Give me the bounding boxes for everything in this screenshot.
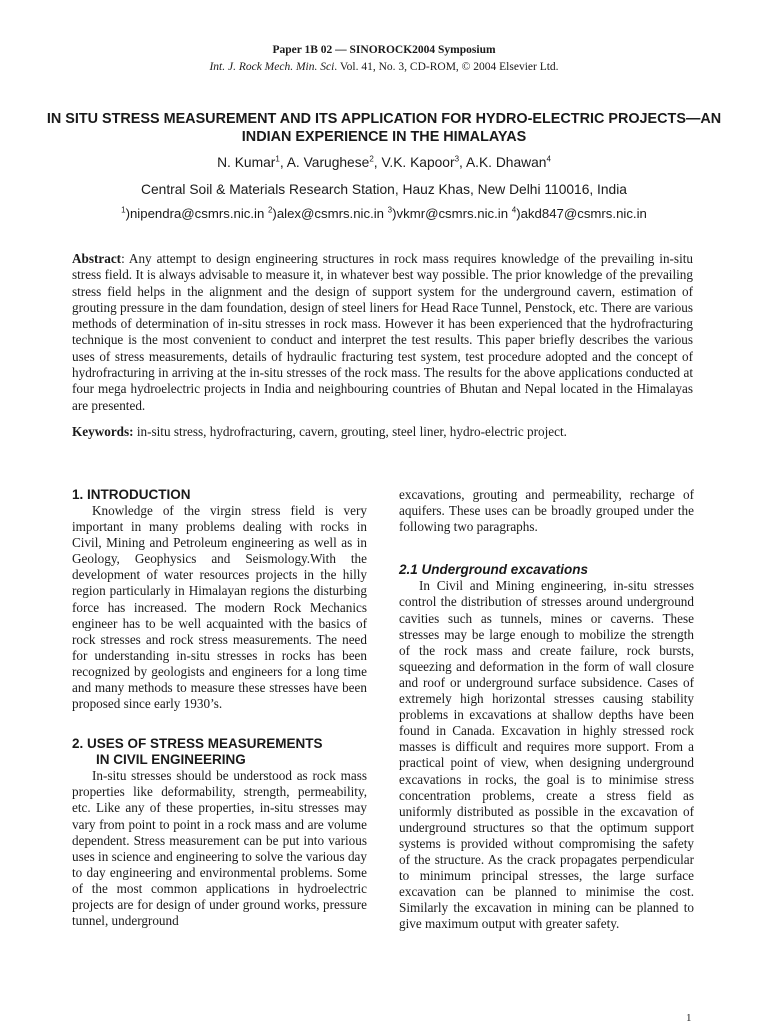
author-name: A. Varughese (286, 155, 370, 170)
abstract-label: Abstract (72, 251, 122, 266)
email-superscript: 2 (267, 205, 273, 215)
email-list (0, 206, 768, 221)
citation-details: . Vol. 41, No. 3, CD-ROM, © 2004 Elsevier Ltd. (334, 61, 559, 73)
email-superscript: 1 (121, 205, 126, 215)
abstract (72, 251, 693, 414)
journal-citation (0, 61, 768, 73)
keywords-label: Keywords: (72, 424, 134, 439)
email-superscript: 3 (387, 205, 393, 215)
abstract-text: : Any attempt to design engineering structures in rock mass requires knowledge of the prevailing in-situ stress field. It is always advisable to measure it, in whatever best way possible. The prior knowledge of the prevailing stress field helps in the alignment and the design of support system for the underground cavern, estimation of grouting pressure in the dam foundation, design of steel liners for Head Race Tunnel, Penstock, etc. There are various methods of determination of in-situ stresses in rock mass. However it has been experienced that the hydrofracturing technique is the most convenient to conduct and interpret the test results. This paper briefly describes the various uses of stress measurements, details of hydraulic fracturing test system, test procedure adopted and the concept of hydrofracturing in arriving at the in-situ stresses of the rock mass. The results for the above applications conducted at four mega hydroelectric projects in India and neighbouring countries of Bhutan and Nepal located in the Himalayas are presented. (72, 251, 693, 413)
right-column (399, 487, 694, 932)
author-list: N. Kumar$^1$, A. Varughese$^2$, V.K. Kapoor$^3$, A.K. Dhawan$^4$ (217, 154, 551, 170)
author-superscript: 2 (369, 154, 374, 164)
email-superscript: 4 (511, 205, 517, 215)
subsection-heading-underground: 2.1 Underground excavations (399, 562, 589, 578)
keywords-text: in-situ stress, hydrofracturing, cavern, grouting, steel liner, hydro-electric project. (133, 424, 567, 439)
section-heading-uses-line2: IN CIVIL ENGINEERING (96, 752, 246, 768)
page-number: 1 (686, 1012, 692, 1024)
underground-paragraph: In Civil and Mining engineering, in-situ stresses control the distribution of stresses around underground cavities such as tunnels, mines or caverns. These stresses may be large enough to mobilize the strength of the rock mass and create failure, rock bursts, squeezing and deformation in the form of wall closure and roof or underground surface subsidence. Cases of extremely high horizontal stresses causing stability problems in excavations at shallow depths have been found in Canada. Excavation in highly stressed rock masses is difficult and requires more support. From a practical point of view, when designing underground excavations in rocks, the goal is to minimise stress concentration problems, create a stress field as uniformly distributed as possible in the excavation of underground structures so that the optimum support systems is provided without compromising the safety of the structure. As the crack propagates perpendicular to minimum principal stresses, the large surface excavation can be planned to minimise the cost. Similarly the excavation in mining can be planned to give maximum output with greater safety. (399, 578, 694, 932)
introduction-paragraph: Knowledge of the virgin stress field is very important in many problems dealing with rocks in Civil, Mining and Petroleum engineering as well as in Geology, Geophysics and Seismology.With the development of water resources projects in the hilly region particularly in Himalayan regions the disturbing force has increased. The modern Rock Mechanics engineer has to be well acquainted with the basics of rock stresses and rock stress measurements. The need for understanding in-situ stresses in rocks has been recognized by geologists and engineers for a long time and many methods to measure these stresses have been proposed since early 1930’s. (72, 503, 367, 712)
email-address: )akd847@csmrs.nic.in (516, 206, 647, 221)
uses-paragraph: In-situ stresses should be understood as rock mass properties like deformability, strength, permeability, etc. Like any of these properties, in-situ stresses may vary from point to point in a rock mass and are volume dependent. Stress measurement can be put into various uses in science and engineering to solve the various day to day engineering and environmental problems. Some of the most common applications in hydroelectric projects are for design of under ground works, pressure tunnel, underground (72, 768, 367, 929)
section-heading-introduction: 1. INTRODUCTION (72, 487, 191, 502)
email-address: )vkmr@csmrs.nic.in (392, 206, 512, 221)
affiliation: Central Soil & Materials Research Station, Hauz Khas, New Delhi 110016, India (141, 182, 627, 197)
left-column (72, 487, 367, 929)
author-name: A.K. Dhawan (465, 155, 547, 170)
keywords (72, 424, 693, 440)
author-superscript: 4 (546, 154, 551, 164)
journal-name: Int. J. Rock Mech. Min. Sci (209, 61, 335, 73)
paper-title: IN SITU STRESS MEASUREMENT AND ITS APPLICATION FOR HYDRO-ELECTRIC PROJECTS—AN INDIAN EXPERIENCE IN THE HIMALAYAS (46, 111, 722, 145)
section-heading-uses-line1: 2. USES OF STRESS MEASUREMENTS (72, 736, 323, 752)
symposium-header: Paper 1B 02 — SINOROCK2004 Symposium (272, 44, 496, 56)
author-superscript: 1 (275, 154, 280, 164)
author-name: N. Kumar (217, 155, 276, 170)
email-address: )alex@csmrs.nic.in (272, 206, 388, 221)
email-address: )nipendra@csmrs.nic.in (125, 206, 268, 221)
uses-continuation: excavations, grouting and permeability, recharge of aquifers. These uses can be broadly grouped under the following two paragraphs. (399, 487, 694, 535)
author-name: V.K. Kapoor (381, 155, 455, 170)
author-superscript: 3 (454, 154, 460, 164)
